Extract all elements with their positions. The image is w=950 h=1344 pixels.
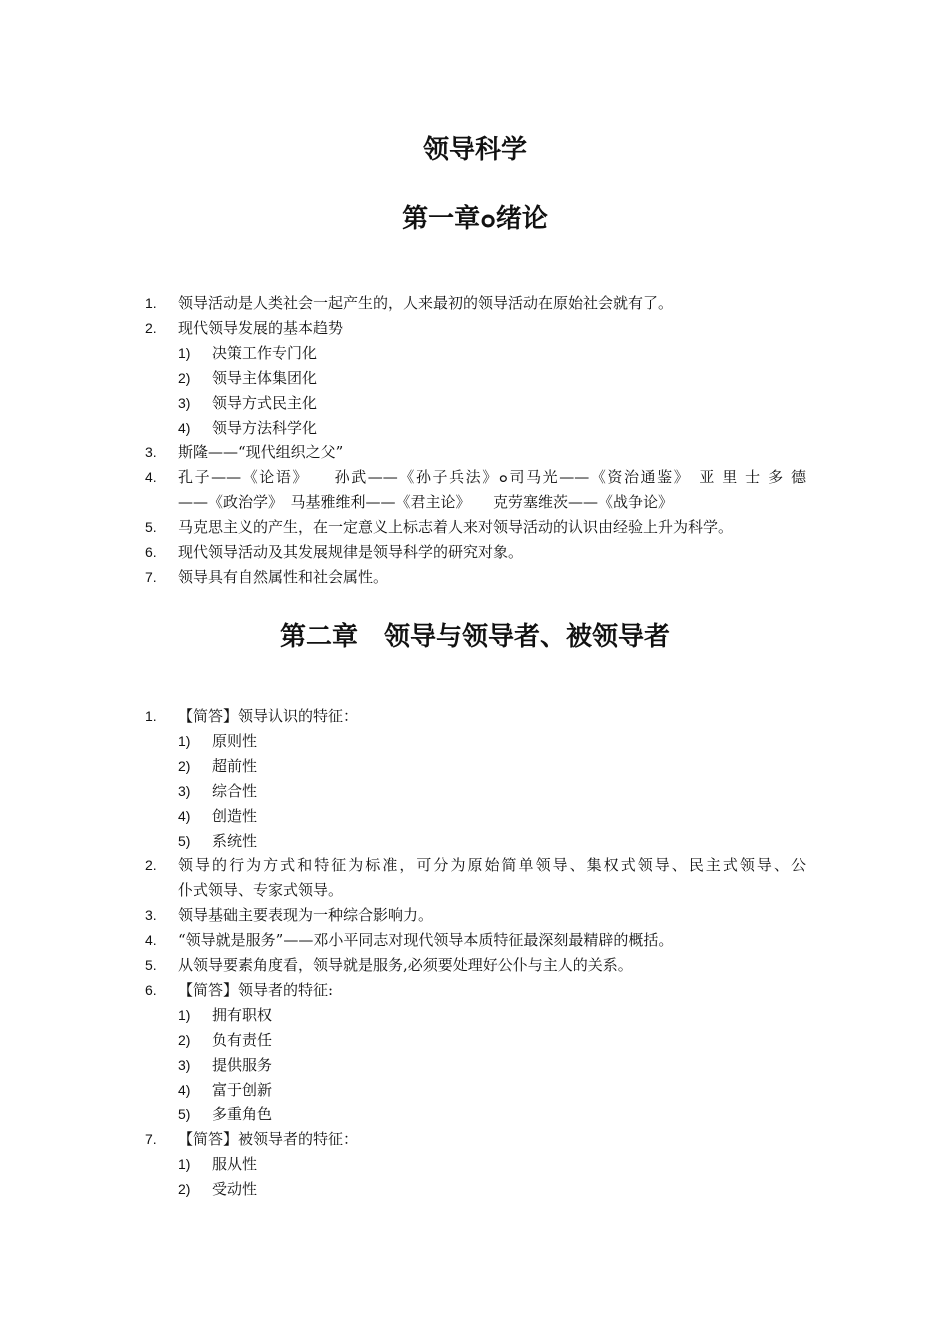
sublist-item: 多重角色 <box>212 1105 273 1123</box>
sublist-number: 3) <box>178 1057 191 1073</box>
list-item: 现代领导活动及其发展规律是领导科学的研究对象。 <box>178 543 524 561</box>
list-item: 领导活动是人类社会一起产生的，人来最初的领导活动在原始社会就有了。 <box>178 294 674 312</box>
list-item: 马克思主义的产生，在一定意义上标志着人来对领导活动的认识由经验上升为科学。 <box>178 518 734 536</box>
document-title: 领导科学 <box>422 135 527 165</box>
list-item-line-2: ——《政治学》 马基雅维利——《君主论》 克劳塞维茨——《战争论》 <box>178 493 674 511</box>
list-item-line-1: 领导的行为方式和特征为标准，可分为原始简单领导、集权式领导、民主式领导、公 <box>178 856 806 874</box>
list-item: 现代领导发展的基本趋势 <box>178 319 344 337</box>
sublist-item: 服从性 <box>212 1155 258 1173</box>
list-number: 1. <box>145 295 157 311</box>
chapter-2-title: 第二章 领导与领导者、被领导者 <box>279 622 670 652</box>
sublist-number: 4) <box>178 808 191 824</box>
sublist-item: 综合性 <box>212 782 258 800</box>
sublist-item: 原则性 <box>212 732 258 750</box>
sublist-number: 1) <box>178 345 191 361</box>
sublist-item: 负有责任 <box>212 1031 273 1049</box>
list-item: 【简答】领导认识的特征： <box>178 707 359 725</box>
list-number: 7. <box>145 569 157 585</box>
list-number: 4. <box>145 469 157 485</box>
sublist-number: 2) <box>178 1181 191 1197</box>
list-number: 6. <box>145 544 157 560</box>
sublist-number: 1) <box>178 1007 191 1023</box>
sublist-number: 1) <box>178 733 191 749</box>
sublist-item: 富于创新 <box>212 1081 273 1099</box>
sublist-number: 3) <box>178 783 191 799</box>
list-number: 3. <box>145 444 157 460</box>
list-item: 从领导要素角度看，领导就是服务,必须要处理好公仆与主人的关系。 <box>178 956 633 974</box>
sublist-number: 3) <box>178 395 191 411</box>
chapter-1-title: 第一章๐绪论 <box>402 204 548 234</box>
sublist-number: 5) <box>178 1106 191 1122</box>
list-number: 2. <box>145 857 157 873</box>
sublist-number: 2) <box>178 1032 191 1048</box>
sublist-item: 拥有职权 <box>212 1006 273 1024</box>
sublist-item: 领导主体集团化 <box>212 369 318 387</box>
list-number: 7. <box>145 1131 157 1147</box>
sublist-number: 5) <box>178 833 191 849</box>
list-item-line-2: 仆式领导、专家式领导。 <box>178 881 344 899</box>
sublist-number: 4) <box>178 420 191 436</box>
list-item: “领导就是服务”——邓小平同志对现代领导本质特征最深刻最精辟的概括。 <box>178 931 674 949</box>
list-number: 5. <box>145 519 157 535</box>
sublist-number: 4) <box>178 1082 191 1098</box>
sublist-number: 2) <box>178 370 191 386</box>
list-number: 1. <box>145 708 157 724</box>
list-number: 2. <box>145 320 157 336</box>
list-number: 4. <box>145 932 157 948</box>
sublist-item: 领导方法科学化 <box>212 419 318 437</box>
sublist-item: 领导方式民主化 <box>212 394 318 412</box>
sublist-item: 受动性 <box>212 1180 258 1198</box>
list-item: 领导具有自然属性和社会属性。 <box>178 568 389 586</box>
list-item: 斯隆——“现代组织之父” <box>178 443 344 461</box>
list-number: 6. <box>145 982 157 998</box>
sublist-number: 1) <box>178 1156 191 1172</box>
list-item: 【简答】领导者的特征: <box>178 981 334 999</box>
list-item-line-1: 孔子——《论语》 孙武——《孙子兵法》๐司马光——《资治通鉴》 亚 里 士 多 德 <box>178 468 806 486</box>
list-number: 3. <box>145 907 157 923</box>
list-item: 【简答】被领导者的特征： <box>178 1130 359 1148</box>
sublist-item: 创造性 <box>212 807 258 825</box>
sublist-number: 2) <box>178 758 191 774</box>
sublist-item: 提供服务 <box>212 1056 273 1074</box>
list-number: 5. <box>145 957 157 973</box>
sublist-item: 系统性 <box>212 832 258 850</box>
list-item: 领导基础主要表现为一种综合影响力。 <box>178 906 434 924</box>
sublist-item: 决策工作专门化 <box>212 344 318 362</box>
sublist-item: 超前性 <box>212 757 258 775</box>
